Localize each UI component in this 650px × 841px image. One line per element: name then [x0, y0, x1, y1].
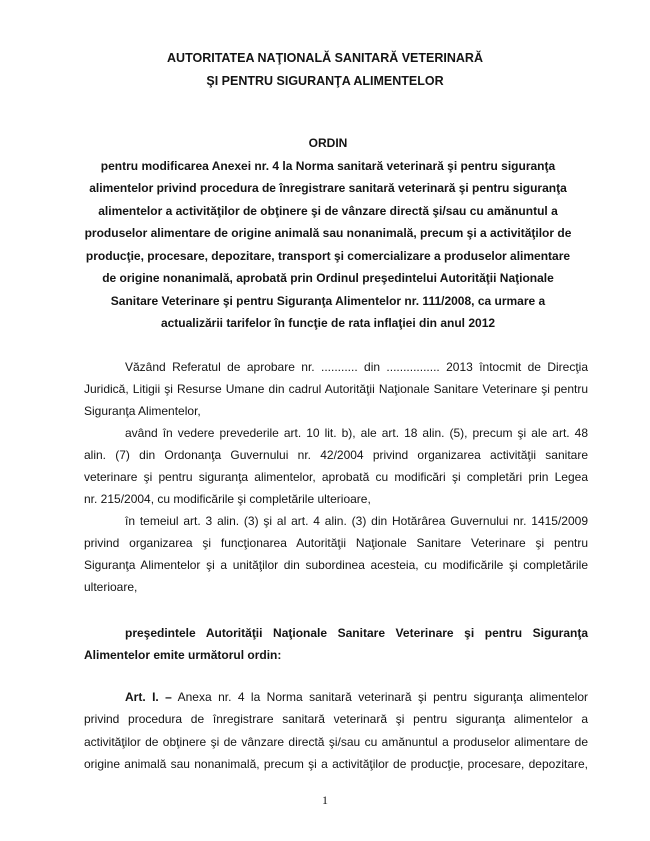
paragraph-line: ulterioare, [84, 580, 138, 594]
paragraph-line: privind procedura de înregistrare sanitară veterinară şi pentru siguranţa alimentelor a [84, 712, 588, 727]
authority-name-line-2: ŞI PENTRU SIGURANŢA ALIMENTELOR [206, 74, 444, 88]
title-line: pentru modificarea Anexei nr. 4 la Norma sanitară veterinară şi pentru siguranţa [100, 158, 556, 173]
paragraph-line: Siguranţa Alimentelor, [84, 404, 201, 418]
order-title [60, 132, 596, 335]
paragraph-line: nr. 215/2004, cu modificările şi completările ulterioare, [84, 492, 371, 506]
preamble-paragraph-grounds [84, 510, 588, 598]
preamble-paragraph-legal-basis [84, 422, 588, 510]
order-heading: ORDIN [308, 136, 348, 150]
paragraph-line: având în vedere prevederile art. 10 lit. b), ale art. 18 alin. (5), precum şi ale art. 48 [125, 426, 588, 440]
title-line: Sanitare Veterinare şi pentru Siguranţa Alimentelor nr. 111/2008, ca urmare a [110, 293, 546, 308]
preamble [84, 356, 588, 598]
paragraph-line: în temeiul art. 3 alin. (3) şi al art. 4 alin. (3) din Hotărârea Guvernului nr. 1415/2009 [125, 514, 588, 528]
authority-name-line-1: AUTORITATEA NAŢIONALĂ SANITARĂ VETERINARĂ [167, 51, 483, 65]
page-number: 1 [322, 793, 328, 807]
paragraph-line: origine animală sau nonanimală, precum şi a activităţilor de producţie, procesare, depozitare, [84, 756, 588, 771]
title-line: alimentelor privind procedura de înregistrare sanitară veterinară şi pentru siguranţa [89, 181, 567, 195]
document-header [40, 47, 610, 93]
paragraph-line: veterinare şi pentru siguranţa alimentelor, aprobată cu modificări şi completări prin Legea [84, 470, 588, 484]
article-text: Anexa nr. 4 la Norma sanitară veterinară şi pentru siguranţa alimentelor [177, 690, 589, 704]
title-line: produselor alimentare de origine animală sau nonanimală, precum şi a activităţilor de [84, 226, 572, 240]
paragraph-line [84, 686, 588, 708]
paragraph-line: privind organizarea şi funcţionarea Autorităţii Naţionale Sanitare Veterinare şi pentru [84, 536, 588, 550]
paragraph-line: preşedintele Autorităţii Naţionale Sanitare Veterinare şi pentru Siguranţa [125, 626, 588, 640]
paragraph-line: Văzând Referatul de aprobare nr. ........... din ................ 2013 întocmit de Direcţia [125, 360, 588, 374]
article-1 [84, 686, 588, 775]
title-line: actualizării tarifelor în funcţie de rata inflaţiei din anul 2012 [160, 316, 496, 330]
paragraph-line: Siguranţa Alimentelor şi a unităţilor din subordinea acesteia, cu modificările şi completările [84, 558, 588, 572]
paragraph-line: activităţilor de obţinere şi de vânzare directă şi/sau cu amănuntul a produselor alimentare de [84, 734, 588, 749]
preamble-paragraph-referat [84, 356, 588, 422]
decision-paragraph [84, 622, 588, 666]
title-line: alimentelor a activităţilor de obţinere şi de vânzare directă şi/sau cu amănuntul a [98, 203, 558, 218]
title-line: de origine nonanimală, aprobată prin Ordinul preşedintelui Autorităţii Naţionale [102, 271, 554, 285]
article-label: Art. I. – [125, 690, 172, 704]
paragraph-line: Juridică, Litigii şi Resurse Umane din cadrul Autorităţii Naţionale Sanitare Veterinare şi pentru [84, 382, 588, 396]
title-line: producţie, procesare, depozitare, transport şi comercializare a produselor alimentare [85, 248, 571, 263]
paragraph-line: Alimentelor emite următorul ordin: [84, 648, 282, 662]
paragraph-line: alin. (7) din Ordonanţa Guvernului nr. 42/2004 privind organizarea activităţii sanitare [84, 448, 588, 462]
